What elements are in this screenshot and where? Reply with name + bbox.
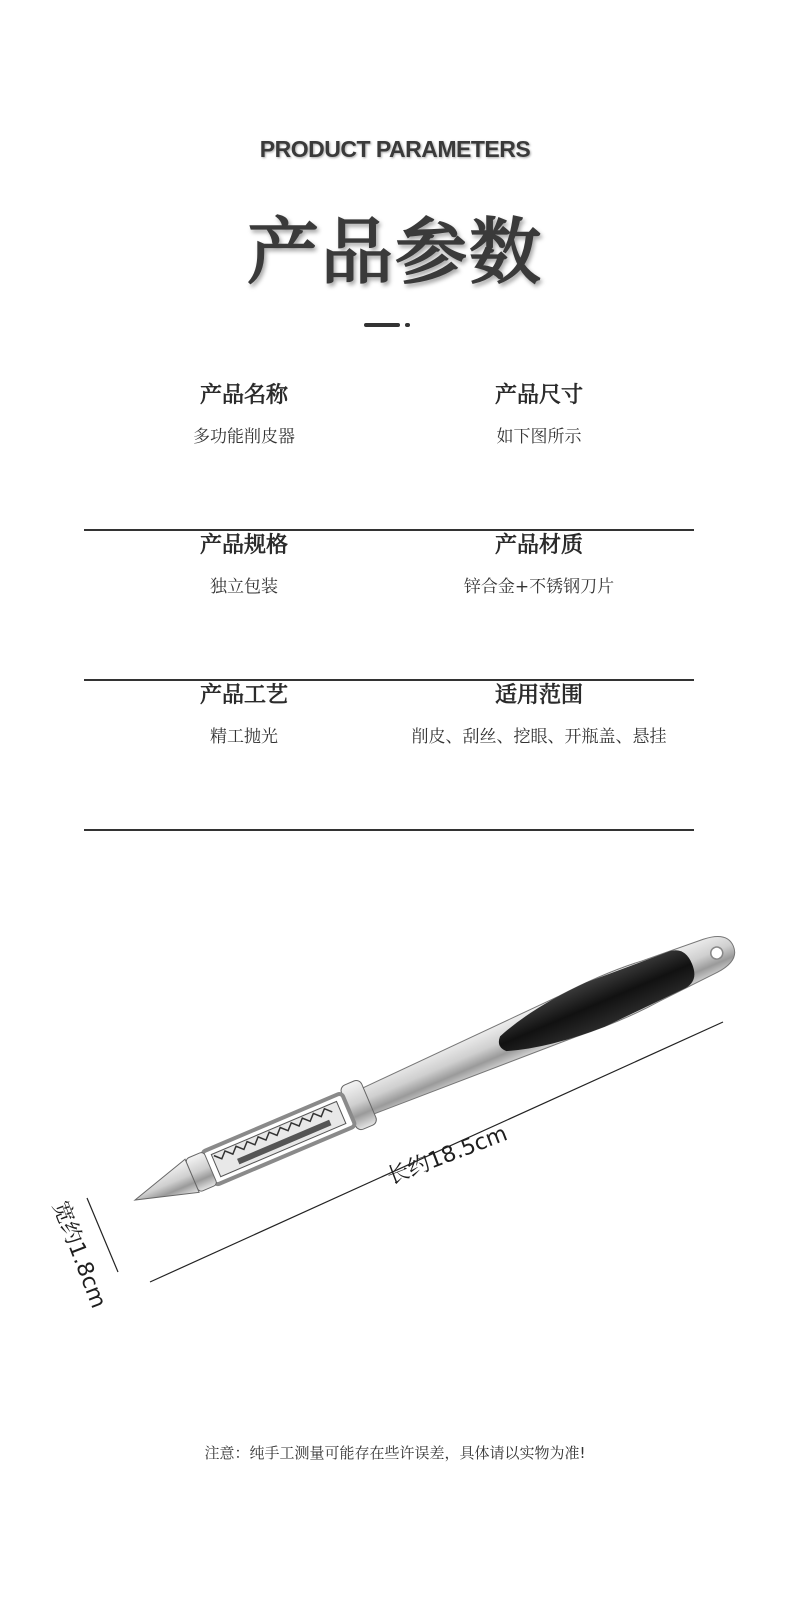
measurement-note: 注意：纯手工测量可能存在些许误差，具体请以实物为准! bbox=[204, 1444, 586, 1462]
param-label: 产品名称 bbox=[199, 383, 288, 408]
page-title-en: PRODUCT PARAMETERS bbox=[259, 136, 531, 162]
width-label: 宽约1.8cm bbox=[46, 1197, 111, 1312]
param-value: 独立包装 bbox=[210, 577, 278, 597]
peeler-product-image bbox=[40, 930, 750, 1330]
param-label: 产品规格 bbox=[199, 533, 288, 558]
param-row-2 bbox=[84, 531, 694, 681]
param-value: 锌合金+不锈钢刀片 bbox=[463, 577, 615, 597]
param-label: 产品尺寸 bbox=[494, 383, 583, 408]
param-label: 产品材质 bbox=[494, 533, 583, 558]
param-cell-spec bbox=[144, 531, 344, 599]
page-title-cn: 产品参数 bbox=[246, 210, 543, 294]
param-cell-craft bbox=[144, 681, 344, 749]
param-value: 多功能削皮器 bbox=[193, 427, 295, 447]
param-cell-name bbox=[144, 381, 344, 449]
title-underline-dash bbox=[364, 323, 400, 327]
title-underline-dot bbox=[405, 323, 410, 327]
length-label: 长约18.5cm bbox=[383, 1121, 511, 1191]
param-value: 削皮、刮丝、挖眼、开瓶盖、悬挂 bbox=[411, 727, 667, 747]
row-divider bbox=[84, 829, 694, 831]
param-cell-material bbox=[389, 531, 689, 599]
param-label: 产品工艺 bbox=[199, 683, 288, 708]
param-cell-size bbox=[389, 381, 689, 449]
param-row-1 bbox=[84, 381, 694, 531]
param-cell-usage bbox=[389, 681, 689, 749]
param-row-3 bbox=[84, 681, 694, 831]
param-label: 适用范围 bbox=[494, 683, 583, 708]
param-value: 如下图所示 bbox=[496, 427, 582, 447]
param-value: 精工抛光 bbox=[210, 727, 278, 747]
